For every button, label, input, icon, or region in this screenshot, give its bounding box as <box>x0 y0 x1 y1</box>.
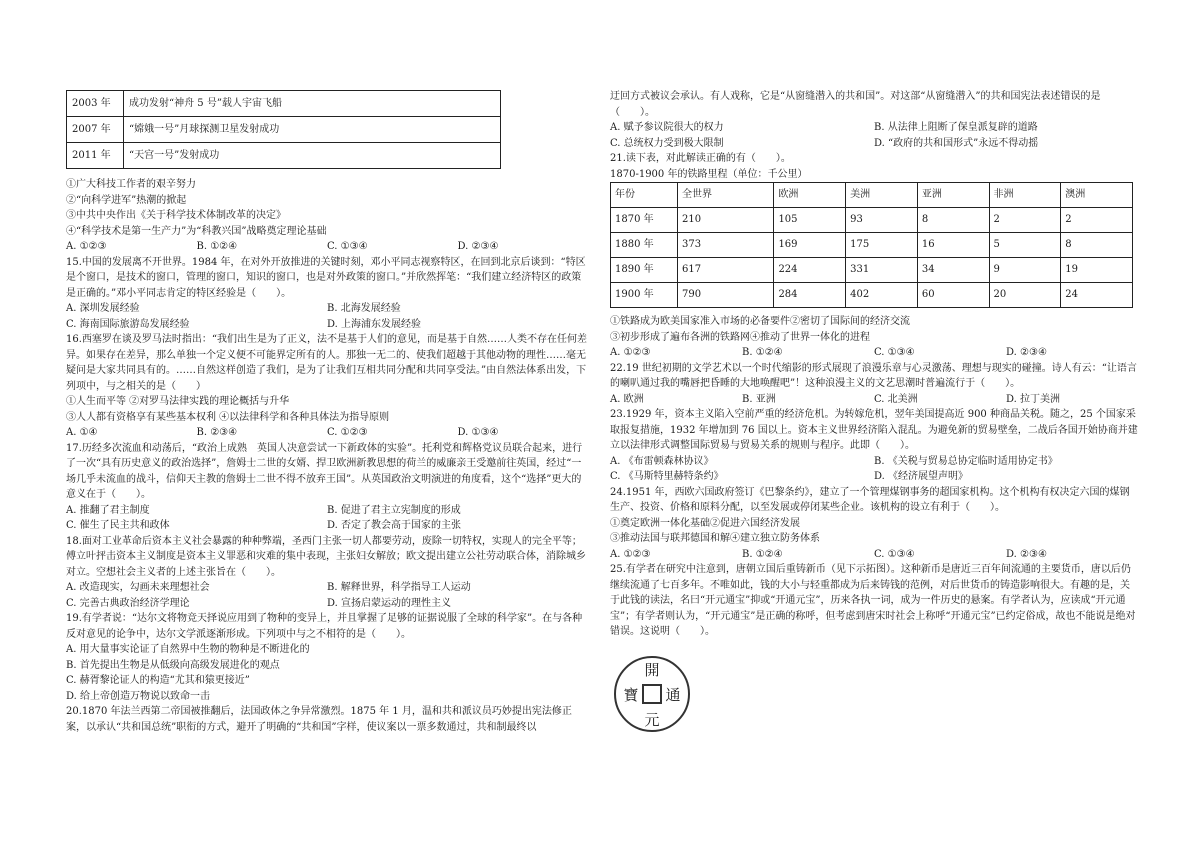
option-b[interactable]: B. 促进了君主立宪制度的形成 <box>327 504 461 516</box>
option-a[interactable]: A. ①④ <box>66 427 98 438</box>
table-row: 1890 年 617 224 331 34 9 19 <box>611 258 1133 283</box>
option-d[interactable]: D. ①③④ <box>457 427 499 438</box>
option-c[interactable]: C. ①②③ <box>327 427 368 438</box>
question-14 <box>66 177 588 255</box>
option-a[interactable]: A. 用大量事实论证了自然界中生物的物种是不断进化的 <box>66 644 310 655</box>
question-stem: 17.历经多次流血和动荡后，“政治上成熟 英国人决意尝试一下新政体的实验”。托利党和辉格党议员联合起来，进行了一次“具有历史意义的政治选择”，詹姆士二世的女婿、捍卫欧洲新教思想的荷兰的威廉亲王受邀前往英国，经过“一场几乎未流血的战斗，信仰天主教的詹姆士二世不得不放弃王国”。从英国政治文明演进的角度看，这个“选择”更大的意义在于（ ）。 <box>66 442 583 500</box>
list-item: ③中共中央作出《关于科学技术体制改革的决定》 <box>66 210 286 221</box>
table-row: 1900 年 790 284 402 60 20 24 <box>611 283 1133 308</box>
railway-table <box>610 182 1133 308</box>
list-item: ①奠定欧洲一体化基础②促进六国经济发展 <box>610 517 800 529</box>
option-b[interactable]: B. 解释世界，科学指导工人运动 <box>327 582 471 593</box>
coin-icon <box>612 654 692 734</box>
question-21 <box>610 151 1138 361</box>
option-d[interactable]: D. ②③④ <box>1006 347 1047 358</box>
question-16 <box>66 332 588 441</box>
options-grid <box>610 454 1138 485</box>
coin-char-left: 寶 <box>623 685 639 704</box>
table-row: 1880 年 373 169 175 16 5 8 <box>611 233 1133 258</box>
question-20-continued <box>610 89 1138 151</box>
option-a[interactable]: A. 改造现实，勾画未来理想社会 <box>66 582 210 593</box>
option-c[interactable]: C. 海南国际旅游岛发展经验 <box>66 318 190 330</box>
option-d[interactable]: D. 否定了教会高于国家的主张 <box>327 520 462 531</box>
question-17 <box>66 441 588 534</box>
option-b[interactable]: B. 《关税与贸易总协定临时适用协定书》 <box>874 455 1058 467</box>
question-22 <box>610 361 1138 408</box>
options-grid <box>66 503 588 534</box>
question-25 <box>610 562 1138 739</box>
list-item: ①广大科技工作者的艰辛努力 <box>66 179 196 190</box>
list-item: ④“科学技术是第一生产力”为“科教兴国”战略奠定理论基础 <box>66 225 327 237</box>
question-stem: 20.1870 年法兰西第二帝国被推翻后，法国政体之争异常激烈。1875 年 1 月，温和共和派议员巧妙提出宪法修正案，以承认“共和国总统”职衔的方式，避开了明确的“共和国”字样，使议案以一票多数通过，共和制最终以 <box>66 706 572 733</box>
option-c[interactable]: C. 完善古典政治经济学理论 <box>66 597 190 609</box>
achievement-table <box>66 90 501 169</box>
options-row <box>610 345 1138 361</box>
list-item: ②“向科学进军”热潮的掀起 <box>66 194 187 206</box>
table-row: 2003 年 成功发射“神舟 5 号”载人宇宙飞船 <box>67 91 501 117</box>
option-a[interactable]: A. 《布雷顿森林协议》 <box>610 455 714 467</box>
coin-rubbing <box>612 654 1138 740</box>
question-stem: 19.有学者说：“达尔文将物竞天择说应用到了物种的变异上，并且掌握了足够的证据说服了全球的科学家”。在与各种反对意见的论争中，达尔文学派逐渐形成。下列项中与之不相符的是（ ）。 <box>66 613 583 640</box>
left-column <box>66 90 588 735</box>
question-18 <box>66 534 588 612</box>
option-a[interactable]: A. 欧洲 <box>610 393 644 405</box>
option-b[interactable]: B. ②③④ <box>196 427 238 438</box>
question-23 <box>610 407 1138 485</box>
option-d[interactable]: D. ②③④ <box>457 241 499 252</box>
question-stem: 21.读下表，对此解读正确的有（ ）。 <box>610 153 791 164</box>
option-a[interactable]: A. 推翻了君主制度 <box>66 504 150 516</box>
question-stem: 16.西塞罗在谈及罗马法时指出：“我们出生是为了正义，法不是基于人们的意见，而是基于自然……人类不存在任何差异。如果存在差异，那么单独一个定义便不可能界定所有的人。那独一无二的、使我们超越于其他动物的理性……毫无疑问是大家共同具有的。……自然这样创造了我们，是为了让我们互相共同分配和共同享受法。”由自然法体系出发，下列项中，与之相关的是（ ） <box>66 334 588 392</box>
option-c[interactable]: C. 总统权力受到极大限制 <box>610 137 724 149</box>
options-row <box>66 425 588 441</box>
table-row: 1870 年 210 105 93 8 2 2 <box>611 208 1133 233</box>
coin-square-hole <box>643 685 661 703</box>
option-b[interactable]: B. ①②④ <box>742 347 783 358</box>
question-stem-continued: 迂回方式被议会承认。有人戏称，它是“从窗缝潜入的共和国”。对这部“从窗缝潜入”的共和国宪法表述错误的是（ ）。 <box>610 91 1101 118</box>
coin-char-top: 開 <box>644 660 660 679</box>
option-c[interactable]: C. ①③④ <box>327 241 368 252</box>
option-a[interactable]: A. ①②③ <box>610 347 651 358</box>
question-stem: 18.面对工业革命后资本主义社会暴露的种种弊端，圣西门主张一切人都要劳动，废除一切特权，实现人的完全平等；傅立叶抨击资本主义制度是资本主义罪恶和灾难的集中表现，主张妇女解放；欧文提出建立公社劳动联合体，消除城乡对立。空想社会主义者的上述主张旨在（ ）。 <box>66 535 586 578</box>
table-row: 2011 年 “天宫一号”发射成功 <box>67 143 501 169</box>
list-item: ①铁路成为欧美国家准入市场的必备要件②密切了国际间的经济交流 <box>610 316 910 327</box>
option-b[interactable]: B. 首先提出生物是从低级向高级发展进化的观点 <box>66 659 280 671</box>
option-d[interactable]: D. 《经济展望声明》 <box>874 471 969 482</box>
option-c[interactable]: C. 赫胥黎论证人的构造“尤其和猿更接近” <box>66 675 250 686</box>
list-item: ③人人都有资格享有某些基本权利 ④以法律科学和各种具体法为指导原则 <box>66 411 390 423</box>
option-c[interactable]: C. ①③④ <box>874 548 915 560</box>
question-stem: 25.有学者在研究中注意到，唐朝立国后重铸新币（见下示拓图）。这种新币是唐近三百年间流通的主要货币，唐以后仍继续流通了七百多年。不唯如此，钱的大小与轻重都成为后来铸钱的范例，对后世货币的铸造影响很大。有趣的是，关于此钱的读法，名曰“开元通宝”抑或“开通元宝”，历来各执一词，成为一件历史的悬案。有学者认为，应读成“开元通宝”；有学者则认为，“开元通宝”是正确的称呼，但考虑到唐宋时社会上称呼“开通元宝”已约定俗成，故也不能说是绝对错误。这说明（ ）。 <box>610 564 1136 637</box>
option-a[interactable]: A. ①②③ <box>610 548 651 560</box>
question-stem: 23.1929 年，资本主义陷入空前严重的经济危机。为转嫁危机，翌年美国提高近 900 种商品关税。随之，25 个国家采取报复措施，1932 年增加到 76 国以上。资本主义世界经济陷入混乱。为避免新的贸易壁垒，二战后各国开始协商并建立以法律形式调整国际贸易与贸易关系的规则与程序。此即（ ）。 <box>610 409 1138 451</box>
option-b[interactable]: B. ①②④ <box>196 241 238 252</box>
option-d[interactable]: D. 给上帝创造万物说以致命一击 <box>66 690 211 702</box>
option-d[interactable]: D. ②③④ <box>1006 548 1047 560</box>
option-d[interactable]: D. 拉丁美洲 <box>1006 393 1061 405</box>
option-a[interactable]: A. 赋予参议院很大的权力 <box>610 122 724 133</box>
option-b[interactable]: B. ①②④ <box>742 548 783 560</box>
option-d[interactable]: D. 宣扬启蒙运动的理性主义 <box>327 597 452 609</box>
option-c[interactable]: C. ①③④ <box>874 347 915 358</box>
question-15 <box>66 255 588 333</box>
options-grid <box>66 580 588 611</box>
list-item: ③初步形成了遍布各洲的铁路网④推动了世界一体化的进程 <box>610 331 870 343</box>
table-caption: 1870-1900 年的铁路里程（单位：千公里） <box>610 168 808 180</box>
options-row <box>610 547 1138 563</box>
option-c[interactable]: C. 北美洲 <box>874 393 918 405</box>
question-stem: 24.1951 年，西欧六国政府签订《巴黎条约》，建立了一个管理煤钢事务的超国家机构。这个机构有权决定六国的煤钢生产、投资、价格和原料分配，以至发展或停闭某些企业。该机构的设立有利于（ ）。 <box>610 486 1130 513</box>
options-grid <box>610 120 1138 151</box>
option-b[interactable]: B. 从法律上阻断了保皇派复辟的道路 <box>874 122 1038 133</box>
table-header-row: 年份 全世界 欧洲 美洲 亚洲 非洲 澳洲 <box>611 183 1133 208</box>
options-row <box>610 392 1138 408</box>
option-a[interactable]: A. ①②③ <box>66 241 107 252</box>
question-stem: 15.中国的发展离不开世界。1984 年，在对外开放推进的关键时刻，邓小平同志视察特区，在回到北京后谈到：“特区是个窗口，是技术的窗口，管理的窗口，知识的窗口，也是对外政策的窗口。”并欣然挥笔：“我们建立经济特区的政策是正确的。”邓小平同志肯定的特区经验是（ ）。 <box>66 256 586 299</box>
right-column <box>610 89 1138 739</box>
option-a[interactable]: A. 深圳发展经验 <box>66 303 140 314</box>
option-c[interactable]: C. 《马斯特里赫特条约》 <box>610 471 724 482</box>
option-c[interactable]: C. 催生了民主共和政体 <box>66 520 170 531</box>
options-row <box>66 239 588 255</box>
option-b[interactable]: B. 亚洲 <box>742 393 776 405</box>
table-row: 2007 年 “嫦娥一号”月球探测卫星发射成功 <box>67 117 501 143</box>
question-24 <box>610 485 1138 563</box>
option-d[interactable]: D. 上海浦东发展经验 <box>327 318 422 330</box>
list-item: ①人生而平等 ②对罗马法律实践的理论概括与升华 <box>66 396 290 407</box>
question-19 <box>66 611 588 704</box>
option-b[interactable]: B. 北海发展经验 <box>327 303 401 314</box>
question-stem: 22.19 世纪初期的文学艺术以一个时代缩影的形式展现了浪漫乐章与心灵激荡、理想与现实的碰撞。诗人有云：“让语言的喇叭通过我的嘴唇把昏睡的大地唤醒吧”！这种浪漫主义的文艺思潮时普遍流行于（ ）。 <box>610 362 1137 389</box>
question-20 <box>66 704 588 735</box>
list-item: ③推动法国与联邦德国和解④建立独立防务体系 <box>610 533 820 544</box>
option-d[interactable]: D. “政府的共和国形式”永远不得动摇 <box>874 137 1039 149</box>
coin-char-bottom: 元 <box>644 710 660 729</box>
options-grid <box>66 301 588 332</box>
coin-char-right: 通 <box>665 685 681 704</box>
